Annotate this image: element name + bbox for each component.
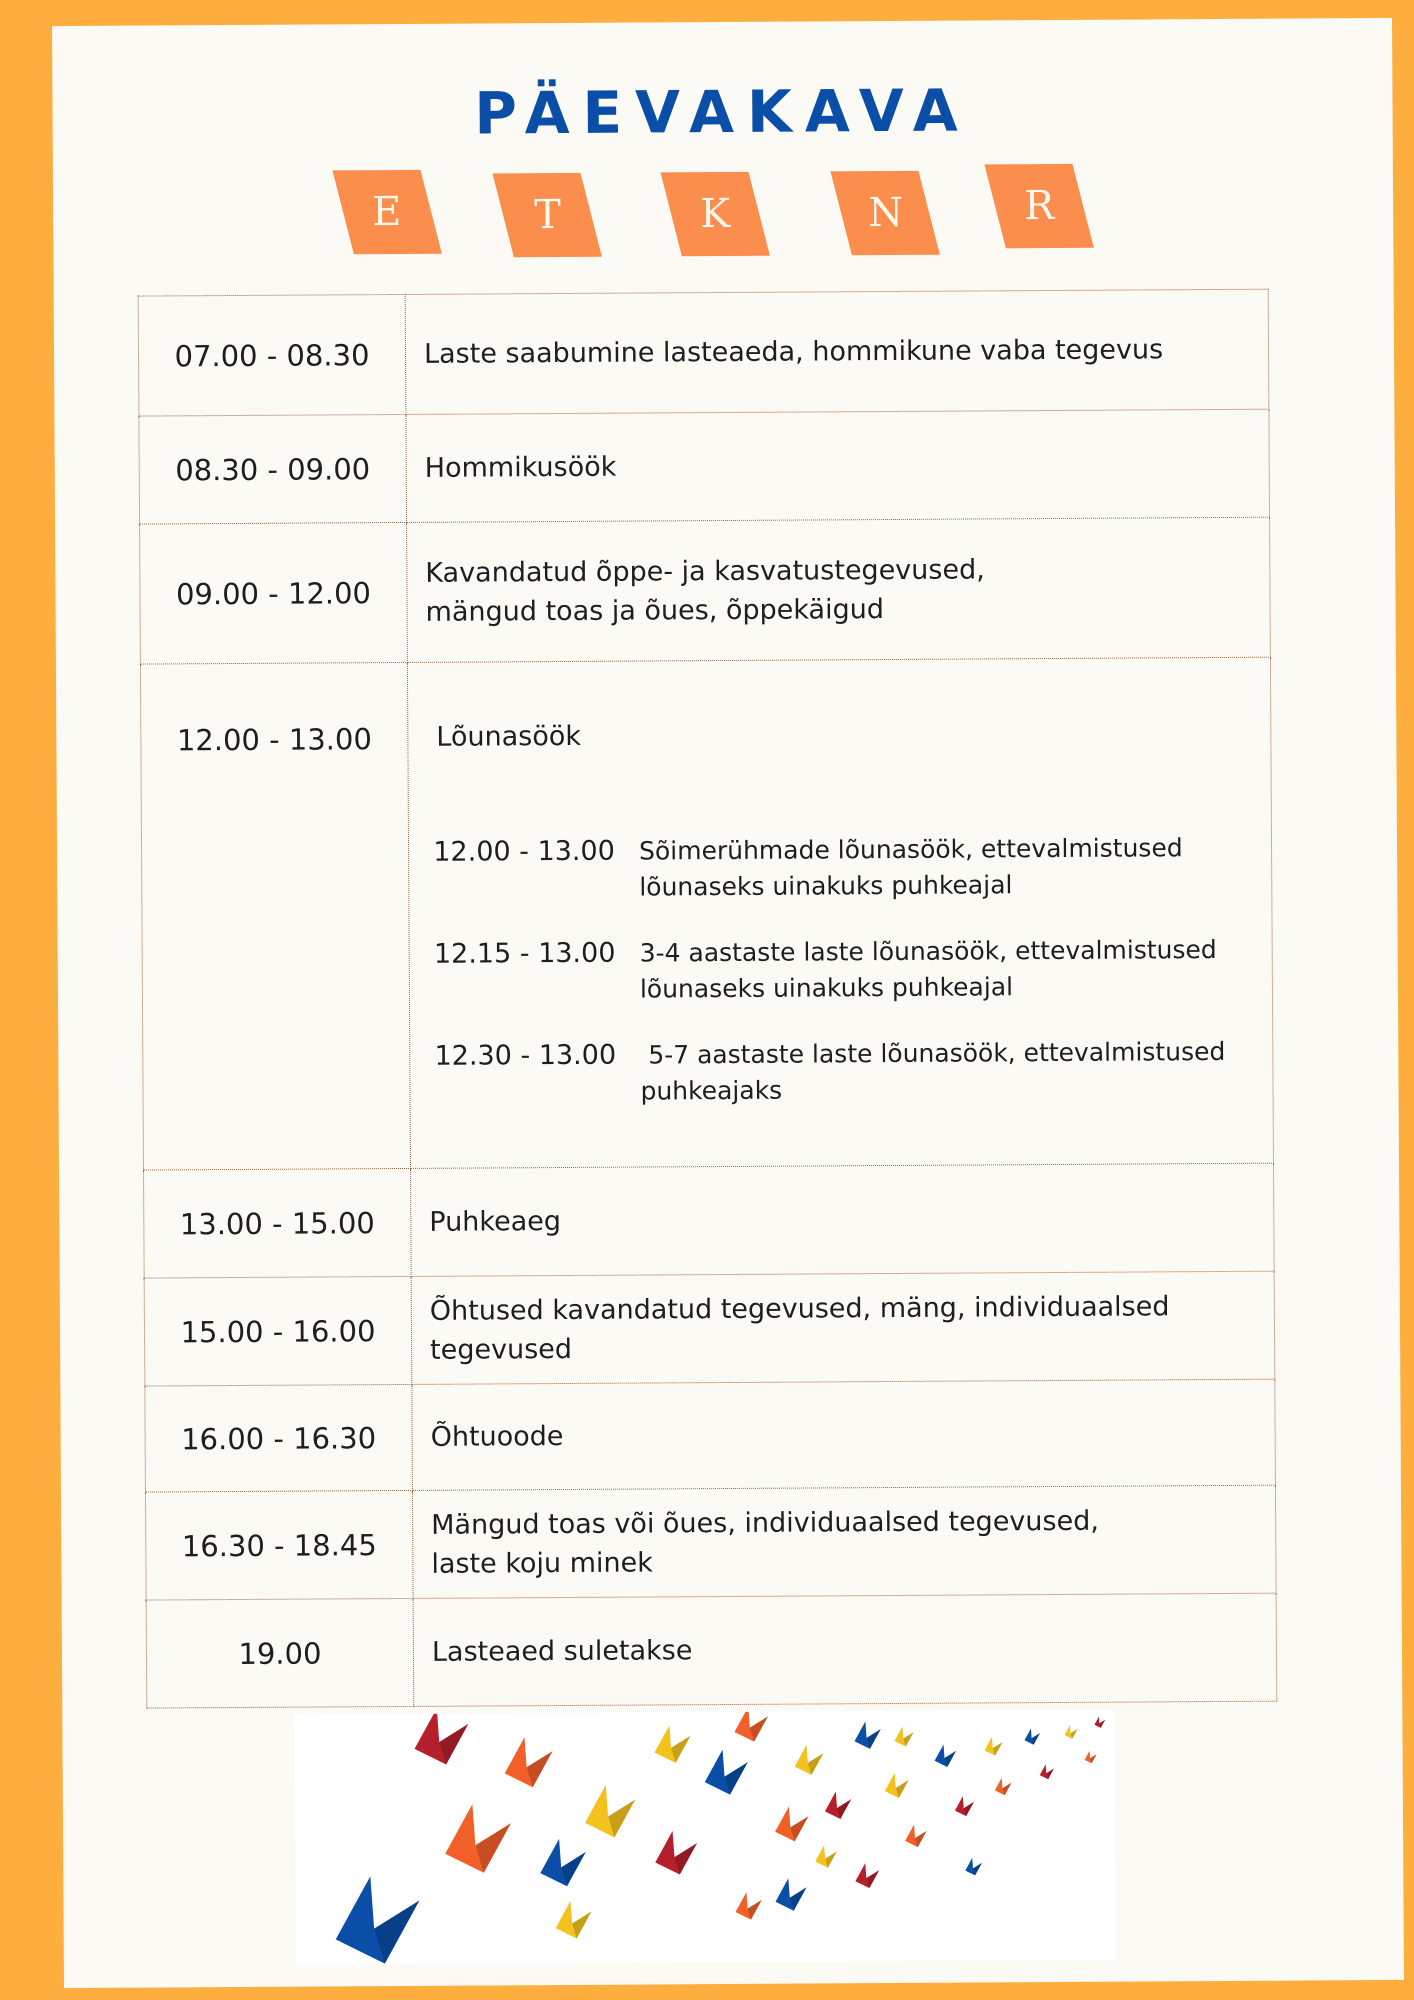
activity-line: Mängud toas või õues, individuaalsed tegevused, (431, 1505, 1099, 1541)
bird-shape (734, 1710, 768, 1742)
schedule-page (52, 18, 1404, 1988)
lunch-title: Lõunasöök (436, 720, 582, 753)
sub-desc (640, 932, 1266, 1008)
activity-cell (413, 1593, 1277, 1706)
flying-birds-illustration (294, 1710, 1116, 1965)
activity-cell (406, 409, 1270, 522)
time-cell: 16.00 - 16.30 (145, 1384, 413, 1492)
activity-cell (407, 657, 1273, 1168)
lunch-time: 12.00 - 13.00 (176, 722, 372, 758)
activity-cell (411, 1163, 1275, 1276)
time-cell: 07.00 - 08.30 (138, 294, 406, 416)
table-row (146, 1593, 1277, 1708)
sub-line: 3-4 aastaste laste lõunasöök, ettevalmistused (639, 935, 1217, 968)
sub-time: 12.15 - 13.00 (433, 937, 616, 970)
activity-cell (407, 517, 1271, 662)
time-cell: 08.30 - 09.00 (139, 414, 407, 524)
sub-line: lõunaseks uinakuks puhkeajal (639, 870, 1013, 902)
sub-time: 12.30 - 13.00 (434, 1039, 617, 1072)
table-row (140, 517, 1271, 664)
activity-line: tegevused (430, 1333, 573, 1366)
activity-line: Hommikusöök (424, 451, 617, 484)
time-cell: 16.30 - 18.45 (145, 1490, 413, 1600)
day-tag-label: N (867, 189, 903, 237)
day-tag-t (492, 173, 601, 257)
day-tag-label: E (372, 188, 402, 236)
lunch-sub-item (409, 830, 1265, 907)
table-row (138, 289, 1269, 416)
activity-line: Laste saabumine lasteaeda, hommikune vaba tegevus (423, 334, 1164, 370)
table-row-lunch (140, 657, 1273, 1170)
sub-line: 5-7 aastaste laste lõunasöök, ettevalmistused (640, 1036, 1226, 1070)
time-cell: 15.00 - 16.00 (144, 1276, 412, 1386)
activity-cell (412, 1379, 1276, 1490)
schedule-table (138, 289, 1278, 1709)
weekday-tags (343, 166, 1104, 261)
activity-line: mängud toas ja õues, õppekäigud (425, 593, 885, 628)
table-row (144, 1163, 1275, 1278)
sub-desc (640, 1034, 1266, 1110)
activity-line: Kavandatud õppe- ja kasvatustegevused, (425, 553, 985, 589)
sub-line: puhkeajaks (640, 1075, 783, 1106)
day-tag-k (660, 172, 769, 256)
table-row (145, 1485, 1276, 1600)
activity-line: laste koju minek (431, 1546, 653, 1580)
activity-cell (405, 289, 1269, 414)
activity-cell (412, 1485, 1276, 1598)
activity-cell (411, 1271, 1275, 1384)
day-tag-r (984, 164, 1093, 248)
sub-time: 12.00 - 13.00 (433, 835, 615, 868)
time-cell: 19.00 (146, 1598, 414, 1708)
activity-line: Õhtused kavandatud tegevused, mäng, individuaalsed (429, 1290, 1170, 1327)
time-cell: 13.00 - 15.00 (144, 1168, 412, 1278)
day-tag-label: K (700, 190, 731, 238)
bird-flock (334, 1710, 1106, 1964)
sub-line: Sõimerühmade lõunasöök, ettevalmistused (638, 833, 1183, 866)
activity-line: Puhkeaeg (429, 1206, 562, 1238)
lunch-sub-item (410, 932, 1266, 1009)
lunch-sub-item (410, 1034, 1266, 1111)
time-cell (140, 662, 410, 1170)
table-row (144, 1271, 1275, 1386)
time-cell: 09.00 - 12.00 (140, 522, 408, 664)
activity-line: Lasteaed suletakse (431, 1635, 693, 1668)
table-row (139, 409, 1270, 524)
day-tag-n (830, 171, 939, 255)
activity-line: Õhtuoode (430, 1421, 564, 1453)
table-row (145, 1379, 1276, 1492)
sub-desc (639, 830, 1265, 906)
sub-line: lõunaseks uinakuks puhkeajal (639, 972, 1014, 1004)
page-title: PÄEVAKAVA (474, 76, 971, 148)
day-tag-label: R (1023, 182, 1055, 230)
day-tag-label: T (533, 192, 561, 239)
day-tag-e (332, 170, 441, 254)
